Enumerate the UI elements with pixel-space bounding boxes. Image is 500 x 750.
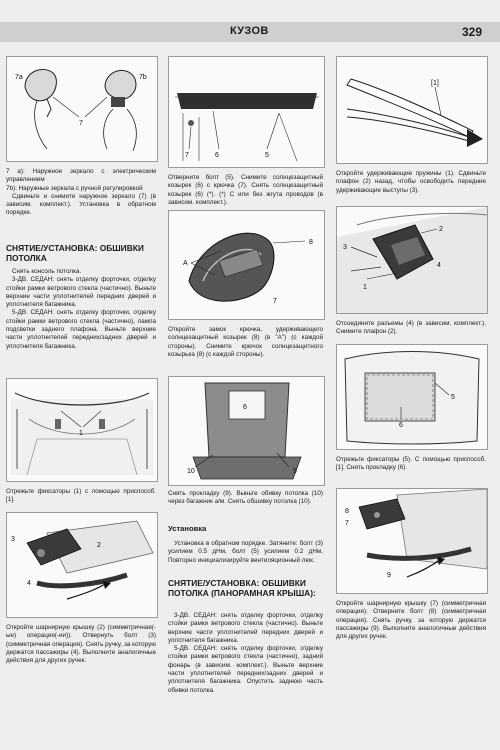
panoramic-step-5door: 5-ДВ. СЕДАН: снять отделку форточки, отделку стойки рамки ветрового стекла (частично), задний фонарь (в зависим. комплект.). Выньте верхние части уплотнителей передних/задних дверей и уплотнителя багажника. Опустить заднюю часть обивки потолка. (168, 645, 323, 694)
caption-grab-handle: Откройте шарнирную крышку (2) (симметричная(-ые) операция(-ии)). Отвернуть болт (3) (симметричная операция). Снять ручку, за которую держатся пассажиры (4). Выполните аналогичные действия для других ручек. (6, 624, 156, 665)
figure-headliner-fasteners (6, 378, 158, 482)
fig10-label-9: 9 (387, 572, 391, 579)
caption-springs: Откройте удерживающие пружины (1). Сдвиньте плафон (2) назад, чтобы освободить передние удерживающие выступы (3). (336, 170, 486, 194)
fig3-label-3: 3 (11, 536, 15, 543)
fig1-label-7b: 7b (139, 74, 147, 81)
figure-grab-handle (6, 512, 158, 618)
headliner-steps (6, 268, 156, 351)
figure-visor-hook (168, 210, 325, 320)
fig9-label-5: 5 (451, 394, 455, 401)
figure-dome-light (336, 206, 488, 314)
figure-handle-panoramic (336, 488, 488, 594)
fig4-label-6: 6 (215, 152, 219, 159)
fig1-label-7: 7 (79, 120, 83, 127)
caption-panoramic-roof: Отрежьте фиксаторы (5). С помощью приспособ. [1]. Снять прокладку (6). (336, 456, 486, 472)
fig9-label-6: 6 (399, 422, 403, 429)
figure-tool (336, 56, 488, 164)
figure-sun-visor-bolt (168, 56, 325, 168)
panoramic-steps (168, 612, 323, 695)
caption-sun-visor-bolt: Отверните болт (5). Снимите солнцезащитный козырек (6) с крючка (7). Снять солнцезащитный козырек (6) (*). (*) С или без жгута проводов (в зависим. комплект.). (168, 174, 323, 206)
caption-cut-fasteners: Отрежьте фиксаторы (1) с помощью приспособ. [1]. (6, 488, 156, 504)
fig7-label-tool: [1] (431, 80, 439, 87)
caption-handle-panoramic: Откройте шарнирную крышку (7) (симметричная операция). Отверните болт (8) (симметричная операция). Снять ручку, за которую держатся пассажиры (9). Выполните аналогичные действия для других ручек. (336, 600, 486, 641)
fig6-label-6: 6 (243, 404, 247, 411)
install-text: Установка в обратном порядке. Затяните: болт (3) усилием 0.5 дНм, болт (5) усилием 0.2 дНм. Повторно инициализируйте вентиляционный люк. (168, 540, 323, 564)
figure-mirrors (6, 56, 158, 162)
panoramic-step-3door: 3-ДВ. СЕДАН: снять отделку форточки, отделку стойки рамки ветрового стекла (частично). Выньте верхние части уплотнителей передних дверей и уплотнителя багажника. (168, 612, 323, 644)
caption-mirrors (6, 168, 156, 218)
caption-manual-mirror: 7b): Наружные зеркала с ручной регулировкой (6, 184, 143, 192)
figure-panoramic-roof (336, 344, 488, 450)
fig3-label-2: 2 (97, 542, 101, 549)
fig10-label-7: 7 (345, 520, 349, 527)
fig6-label-10: 10 (187, 468, 195, 475)
fig8-label-1: 1 (363, 284, 367, 291)
section-header-title: КУЗОВ (230, 25, 269, 37)
caption-headliner-removal: Снять прокладку (9). Выньте обивку потолка (10) через багажник а/м. Снять обшивку потолка (10). (168, 490, 323, 506)
page-number: 329 (462, 25, 483, 39)
caption-visor-hook: Откройте замок крючка, удерживающего солнцезащитный козырек (8) (в "A") (с каждой стороны). Снимите крючок солнцезащитного козырька (8) (с каждой стороны). (168, 326, 323, 358)
fig5-label-7: 7 (273, 298, 277, 305)
fig8-label-4: 4 (437, 262, 441, 269)
install-title: Установка (168, 524, 207, 533)
caption-electric-mirror: 7 а): Наружное зеркало с электрическим управлением (6, 168, 156, 184)
fig1-label-7a: 7a (15, 74, 23, 81)
section-title-headliner: СНЯТИЕ/УСТАНОВКА: ОБШИВКИ ПОТОЛКА (6, 243, 144, 263)
figure-headliner-removal (168, 376, 325, 486)
fig5-label-8: 8 (309, 239, 313, 246)
fig5-label-A: A (183, 260, 188, 267)
fig3-label-4: 4 (27, 580, 31, 587)
fig4-label-5: 5 (265, 152, 269, 159)
fig4-label-7: 7 (185, 152, 189, 159)
fig8-label-2: 2 (439, 226, 443, 233)
fig10-label-8: 8 (345, 508, 349, 515)
fig8-label-3: 3 (343, 244, 347, 251)
caption-dome-light: Отсоедините разъемы (4) (в зависим. комплект.). Снимите плафон (2). (336, 320, 486, 336)
mirror-removal-text: Сдвиньте и снимите наружное зеркало (7) (в зависим. комплект.). Установка в обратном порядке. (6, 192, 156, 217)
step-5door: 5-ДВ. СЕДАН: снять отделку форточки, отделку стойки рамки ветрового стекла (частично), лампа подсветки заднего плафона. Выньте верхние части уплотнителей передних/задних дверей и уплотнителя багажника. (6, 309, 156, 350)
step-remove-console: Снять консоль потолка. (12, 268, 82, 275)
step-3door: 3-ДВ. СЕДАН: снять отделку форточки, отделку стойки рамки ветрового стекла (частично). Выньте верхние части уплотнителей передних дверей и уплотнителя багажника. (6, 276, 156, 309)
fig6-label-9: 9 (293, 468, 297, 475)
fig2-label-1: 1 (79, 430, 83, 437)
section-title-panoramic: СНЯТИЕ/УСТАНОВКА: ОБШИВКИ ПОТОЛКА (ПАНОРАМНАЯ КРЫША): (168, 578, 316, 598)
